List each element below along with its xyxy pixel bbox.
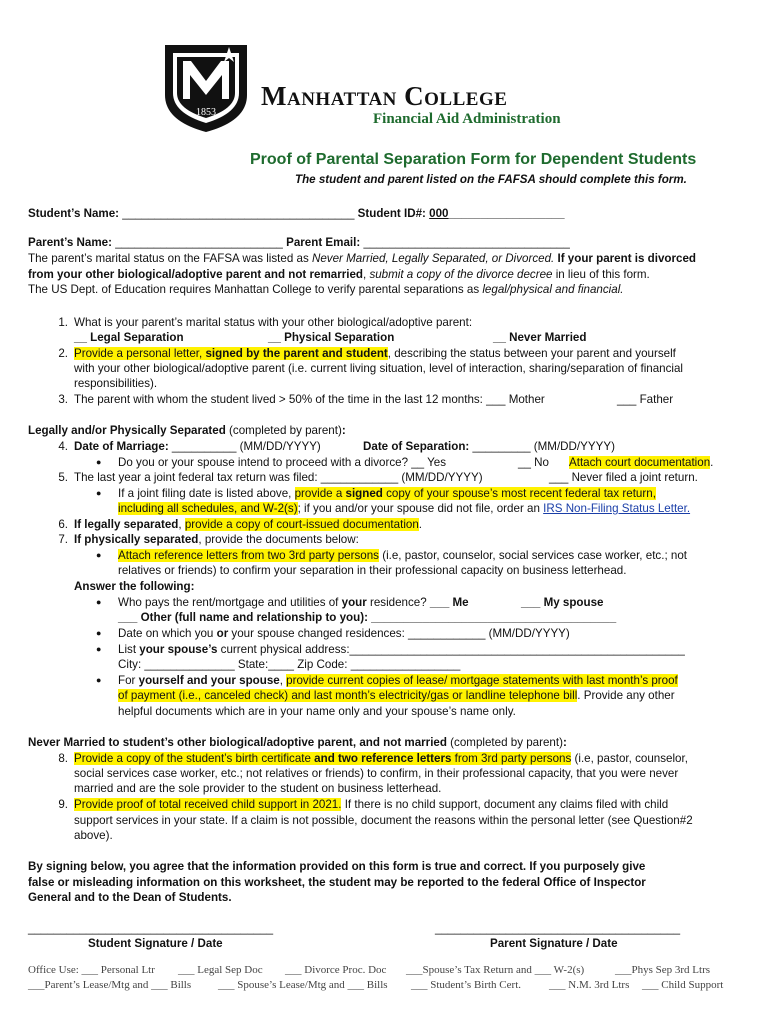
q5-never-filed[interactable]: ___ Never filed a joint return. <box>549 471 698 484</box>
intro-text: The parent’s marital status on the FAFSA was listed as <box>28 252 312 265</box>
answer-heading: Answer the following: <box>74 580 195 593</box>
a1-your: your <box>341 596 367 609</box>
legal-heading: Legally and/or Physically Separated <box>28 424 226 437</box>
a3-text: List <box>118 643 140 656</box>
logo-year: 1853 <box>196 107 216 118</box>
bullet-icon: ● <box>96 597 102 607</box>
q1-number: 1. <box>58 316 68 329</box>
q8-highlight3: from 3rd party persons <box>451 752 572 765</box>
q6-line <box>74 517 422 533</box>
q5-order-text: ; if you and/or your spouse did not file, order an <box>297 502 544 515</box>
page-title: Proof of Parental Separation Form for Dependent Students <box>250 151 697 168</box>
q8-line2: social services case worker, etc.; not relatives or friends) to confirm, in their professional capacity, that you were never <box>74 767 679 780</box>
intro-paragraph: The parent’s marital status on the FAFSA was listed as Never Married, Legally Separated, or Divorced. If your parent is divorced from your other biological/adoptive parent and not remarried, submit a copy of the divorce decree in lieu of this form. The US Dept. of Education requires Manhattan College to verify parental separations as legal/physical and financial. <box>28 252 697 297</box>
q2-text: , describing the status between your parent and yourself <box>387 347 676 360</box>
q8-highlight2: and two reference letters <box>314 752 452 765</box>
q9-highlight: Provide proof of total received child support in 2021. <box>74 798 342 811</box>
intro-separation-types: legal/physical and financial. <box>482 283 624 297</box>
q4-marriage-label: Date of Marriage: <box>74 440 169 453</box>
q7-attach-line1 <box>118 548 687 564</box>
student-signature-label: Student Signature / Date <box>88 937 223 950</box>
intro-divorced: If your parent is divorced <box>554 252 697 265</box>
q6-dot: . <box>418 518 423 531</box>
a1-other[interactable]: ___ Other (full name and relationship to you): ______________________________________ <box>118 611 617 624</box>
a2-text: Date on which you <box>118 627 217 640</box>
q7-line <box>74 532 359 548</box>
a1-text: Who pays the rent/mortgage and utilities of <box>118 596 342 609</box>
parent-signature-line[interactable]: ______________________________________ <box>435 922 681 935</box>
intro-not-remarried: from your other biological/adoptive parent and not remarried <box>28 267 363 281</box>
a4-text: For <box>118 674 139 687</box>
q8-line1 <box>74 751 688 767</box>
intro-statuses: Never Married, Legally Separated, or Divorced. <box>311 252 555 265</box>
office-child-support: ___ Child Support <box>642 979 724 991</box>
q2-line2: with your other biological/adoptive parent (i.e. current living situation, level of interaction, sharing/separation of financial <box>74 362 684 375</box>
agreement-line1: By signing below, you agree that the information provided on this form is true and correct. If you purposely give <box>28 860 646 873</box>
never-colon: : <box>562 736 567 749</box>
office-phys-sep: ___Phys Sep 3rd Ltrs <box>615 964 711 976</box>
q2-line3: responsibilities). <box>74 377 158 390</box>
q7-attach-text: (i.e, pastor, counselor, social services case worker, etc.; not <box>378 549 687 562</box>
q5-joint-line1 <box>118 486 656 502</box>
bullet-icon: ● <box>96 488 102 498</box>
a1-residence: residence? <box>366 596 430 609</box>
office-tax-return: ___Spouse’s Tax Return and ___ W-2(s) <box>406 964 585 976</box>
q3-text: The parent with whom the student lived > 50% of the time in the last 12 months: ___ Mother <box>74 393 545 406</box>
bullet-icon: ● <box>96 457 102 467</box>
q2-line1 <box>74 346 676 362</box>
legal-heading-tail: (completed by parent) <box>225 424 342 437</box>
q7-text: , provide the documents below: <box>198 533 359 546</box>
parent-email-field[interactable]: ________________________________ <box>363 236 570 249</box>
q8-number: 8. <box>58 752 68 765</box>
a4-highlight1: provide current copies of lease/ mortgage statements with last month’s proof <box>286 674 678 687</box>
q4-marriage-format: (MM/DD/YYYY) <box>236 440 321 453</box>
logo-college-name: Manhattan College <box>261 81 508 111</box>
never-section-heading <box>28 735 567 751</box>
q9-number: 9. <box>58 798 68 811</box>
q4-number: 4. <box>58 440 68 453</box>
a4-bold: yourself and your spouse <box>138 674 280 687</box>
q5-provide: provide a <box>294 487 346 500</box>
q2-number: 2. <box>58 347 68 360</box>
q4-line <box>74 439 321 455</box>
q4-divorce-no[interactable]: __ No <box>518 456 549 469</box>
a2-line <box>118 626 570 642</box>
parent-signature-label: Parent Signature / Date <box>490 937 618 950</box>
parent-name-field[interactable]: __________________________ <box>115 236 283 249</box>
a4-other: . Provide any other <box>577 689 675 702</box>
q4-attach <box>569 455 713 471</box>
a4-line1 <box>118 673 678 689</box>
college-logo <box>163 43 613 133</box>
q9-text1: If there is no child support, document any claims filed with child <box>341 798 669 811</box>
bullet-icon: ● <box>96 675 102 685</box>
student-id-blank: __________________ <box>448 207 565 220</box>
legal-colon: : <box>341 424 346 437</box>
a4-line3: helpful documents which are in your name only and your spouse’s name only. <box>118 705 516 718</box>
q5-joint-line2 <box>118 501 690 517</box>
parent-info-row <box>28 235 570 251</box>
a4-highlight2: of payment (i.e., canceled check) and last month’s electricity/gas or landline telephone bill <box>118 689 578 702</box>
q6-bold: If legally separated <box>74 518 179 531</box>
a1-me[interactable]: ___ Me <box>429 596 469 609</box>
a3-line <box>118 642 685 658</box>
q9-line2: support services in your state. If a claim is not possible, document the reasons within the personal letter (see Question#2 <box>74 814 693 827</box>
q5-joint-text: If a joint filing date is listed above, <box>118 487 295 500</box>
q9-line1 <box>74 797 668 813</box>
q5-tax-return: copy of your spouse’s most recent federal tax return, <box>382 487 656 500</box>
shield-icon <box>163 43 249 133</box>
q2-highlight: Provide a personal letter, <box>74 347 206 360</box>
office-legal-sep: ___ Legal Sep Doc <box>178 964 263 976</box>
q4-divorce-text: Do you or your spouse intend to proceed with a divorce? __ Yes <box>118 456 447 469</box>
q4-marriage-field[interactable]: __________ <box>168 440 237 453</box>
q6-highlight: provide a copy of court-issued documentation <box>184 518 419 531</box>
a3-address-field[interactable]: current physical address:____________________________________________________ <box>217 643 685 656</box>
a4-line2 <box>118 688 675 704</box>
q6-number: 6. <box>58 518 68 531</box>
never-heading: Never Married to student’s other biological/adoptive parent, and not married <box>28 736 447 749</box>
q7-number: 7. <box>58 533 68 546</box>
q7-highlight: Attach reference letters from two 3rd party persons <box>118 549 379 562</box>
a4-comma: , <box>279 674 287 687</box>
q4-attach-dot: . <box>710 456 714 469</box>
q5-schedules: including all schedules, and W-2(s) <box>118 502 298 515</box>
q4-separation-label: Date of Separation: <box>363 440 470 453</box>
intro-requirement: The US Dept. of Education requires Manhattan College to verify parental separations as <box>28 283 483 297</box>
office-spouse-lease: ___ Spouse’s Lease/Mtg and ___ Bills <box>218 979 388 991</box>
bullet-icon: ● <box>96 644 102 654</box>
q8-text1: (i.e, pastor, counselor, <box>571 752 688 765</box>
q8-highlight1: Provide a copy of the student’s birth certificate <box>74 752 315 765</box>
q6-comma: , <box>178 518 185 531</box>
q7-attach-line2: relatives or friends) to confirm your separation in their professional capacity on business letterhead. <box>118 564 627 577</box>
q1-text: What is your parent’s marital status with your other biological/adoptive parent: <box>74 316 473 329</box>
a1-line <box>118 595 469 611</box>
q7-bold: If physically separated <box>74 533 199 546</box>
irs-link[interactable]: IRS Non-Filing Status Letter. <box>543 502 691 515</box>
never-heading-tail: (completed by parent) <box>446 736 563 749</box>
student-name-label: Student’s Name: <box>28 207 120 220</box>
q4-separation-format: (MM/DD/YYYY) <box>530 440 615 453</box>
student-signature-line[interactable]: ______________________________________ <box>28 922 274 935</box>
student-id-field[interactable]: 000 <box>429 207 449 220</box>
logo-subtitle: Financial Aid Administration <box>373 111 561 127</box>
a1-spouse[interactable]: ___ My spouse <box>521 596 604 609</box>
q1-option-never[interactable]: __ Never Married <box>493 331 587 344</box>
a2-date-field[interactable]: your spouse changed residences: ____________ (MM/DD/YYYY) <box>228 627 570 640</box>
legal-section-heading <box>28 423 346 439</box>
student-id-label: Student ID#: <box>357 207 426 220</box>
agreement-line3: General and to the Dean of Students. <box>28 891 232 904</box>
q4-separation <box>363 439 615 455</box>
q2-signed: signed by the parent and student <box>205 347 388 360</box>
q5-signed: signed <box>345 487 383 500</box>
q4-attach-highlight: Attach court documentation <box>569 456 711 469</box>
a3-spouse: your spouse’s <box>139 643 218 656</box>
office-personal-ltr: Office Use: ___ Personal Ltr <box>28 964 155 976</box>
bullet-icon: ● <box>96 628 102 638</box>
page-subtitle: The student and parent listed on the FAFSA should complete this form. <box>295 173 687 186</box>
q1-option-physical[interactable]: __ Physical Separation <box>268 331 395 344</box>
a2-or: or <box>216 627 229 640</box>
intro-lieu: in lieu of this form. <box>552 267 650 281</box>
q1-option-legal[interactable]: __ Legal Separation <box>74 331 184 344</box>
q8-line3: married and are the sole provider to the student on business letterhead. <box>74 782 442 795</box>
student-name-field[interactable]: ____________________________________ <box>122 207 355 220</box>
q5-number: 5. <box>58 471 68 484</box>
office-nm-ltrs: ___ N.M. 3rd Ltrs <box>549 979 630 991</box>
office-divorce: ___ Divorce Proc. Doc <box>285 964 387 976</box>
office-parent-lease: ___Parent’s Lease/Mtg and ___ Bills <box>28 979 192 991</box>
intro-decree: submit a copy of the divorce decree <box>366 267 553 281</box>
q4-separation-field[interactable]: _________ <box>469 440 531 453</box>
office-birth-cert: ___ Student’s Birth Cert. <box>411 979 521 991</box>
agreement-line2: false or misleading information on this worksheet, the student may be reported to the federal Office of Inspector <box>28 876 646 889</box>
parent-name-label: Parent’s Name: <box>28 236 112 249</box>
parent-email-label: Parent Email: <box>286 236 361 249</box>
q3-number: 3. <box>58 393 68 406</box>
q5-text: The last year a joint federal tax return was filed: ____________ (MM/DD/YYYY) <box>74 471 483 484</box>
q3-father[interactable]: ___ Father <box>617 393 674 406</box>
a3-city-line[interactable]: City: ______________ State:____ Zip Code: _________________ <box>118 658 461 671</box>
student-info-row <box>28 206 565 222</box>
bullet-icon: ● <box>96 550 102 560</box>
q9-line3: above). <box>74 829 113 842</box>
